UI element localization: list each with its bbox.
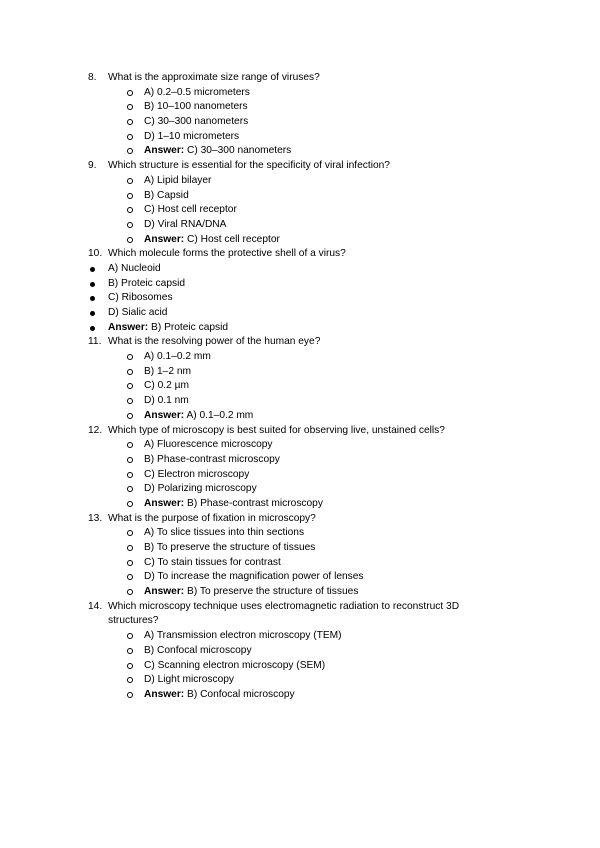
question-number: 9.	[88, 160, 97, 172]
option-text: D) Viral RNA/DNA	[144, 218, 227, 230]
question-line	[0, 600, 600, 615]
question-number: 10.	[88, 248, 103, 260]
filled-bullet-icon	[90, 282, 95, 287]
option-item	[0, 629, 600, 644]
answer-text	[144, 497, 323, 512]
option-text: D) 1–10 micrometers	[144, 130, 240, 142]
option-text: C) Electron microscopy	[144, 468, 250, 480]
question-number: 14.	[88, 600, 103, 612]
question-number: 13.	[88, 512, 103, 524]
question-line	[0, 512, 600, 527]
option-text: A) Transmission electron microscopy (TEM)	[144, 630, 342, 642]
question-line	[0, 335, 600, 350]
option-item	[0, 570, 600, 585]
option-item	[0, 115, 600, 130]
hollow-bullet-icon	[127, 633, 133, 639]
option-item	[0, 86, 600, 101]
question-list	[0, 71, 600, 703]
hollow-bullet-icon	[127, 222, 133, 228]
answer-label: Answer:	[144, 688, 185, 700]
question-number: 8.	[88, 72, 97, 83]
option-item	[0, 556, 600, 571]
option-item	[0, 453, 600, 468]
answer-text	[144, 409, 253, 424]
hollow-bullet-icon	[127, 193, 133, 199]
answer-label: Answer:	[108, 321, 149, 333]
option-text: C) 30–300 nanometers	[144, 116, 249, 128]
option-text: B) 10–100 nanometers	[144, 101, 248, 113]
option-text: A) Lipid bilayer	[144, 174, 212, 186]
hollow-bullet-icon	[127, 560, 133, 566]
option-text: A) Nucleoid	[108, 262, 161, 274]
option-item	[0, 468, 600, 483]
answer-item	[0, 321, 600, 336]
answer-label: Answer:	[144, 497, 185, 509]
option-text: B) 1–2 nm	[144, 365, 191, 377]
option-text: C) 0.2 µm	[144, 380, 189, 392]
option-item	[0, 203, 600, 218]
filled-bullet-icon	[90, 326, 95, 331]
question-line	[0, 159, 600, 174]
answer-value: C) 30–300 nanometers	[187, 145, 292, 157]
question-text: Which microscopy technique uses electromagnetic radiation to reconstruct 3D	[108, 600, 460, 612]
answer-value: C) Host cell receptor	[187, 233, 280, 245]
option-item	[0, 644, 600, 659]
answer-label: Answer:	[144, 409, 185, 421]
option-text: D) Polarizing microscopy	[144, 483, 257, 495]
option-text: C) Ribosomes	[108, 292, 173, 304]
question-number: 11.	[88, 336, 102, 348]
option-item	[0, 174, 600, 189]
question-text: Which structure is essential for the specificity of viral infection?	[108, 160, 390, 172]
option-item	[0, 394, 600, 409]
hollow-bullet-icon	[127, 472, 133, 478]
question-line	[0, 424, 600, 439]
hollow-bullet-icon	[127, 237, 133, 243]
hollow-bullet-icon	[127, 134, 133, 140]
answer-value: B) Confocal microscopy	[187, 688, 295, 700]
option-text: B) Capsid	[144, 189, 189, 201]
hollow-bullet-icon	[127, 104, 133, 110]
hollow-bullet-icon	[127, 178, 133, 184]
option-text: A) Fluorescence microscopy	[144, 439, 273, 451]
hollow-bullet-icon	[127, 486, 133, 492]
option-item	[0, 673, 600, 688]
option-item	[0, 291, 600, 306]
hollow-bullet-icon	[127, 692, 133, 698]
question-text: Which molecule forms the protective shell of a virus?	[108, 248, 346, 260]
answer-label: Answer:	[144, 145, 185, 157]
answer-item	[0, 688, 600, 703]
hollow-bullet-icon	[127, 545, 133, 551]
hollow-bullet-icon	[127, 119, 133, 125]
option-item	[0, 218, 600, 233]
question-line	[0, 71, 600, 86]
option-item	[0, 526, 600, 541]
answer-item	[0, 233, 600, 248]
answer-item	[0, 144, 600, 159]
option-text: A) 0.2–0.5 micrometers	[144, 86, 250, 98]
hollow-bullet-icon	[127, 369, 133, 375]
option-item	[0, 277, 600, 292]
answer-value: B) To preserve the structure of tissues	[187, 586, 359, 598]
option-text: C) Host cell receptor	[144, 204, 237, 216]
option-item	[0, 189, 600, 204]
hollow-bullet-icon	[127, 648, 133, 654]
question-text: Which type of microscopy is best suited for observing live, unstained cells?	[108, 424, 445, 436]
hollow-bullet-icon	[127, 398, 133, 404]
option-text: C) Scanning electron microscopy (SEM)	[144, 659, 326, 671]
hollow-bullet-icon	[127, 501, 133, 507]
hollow-bullet-icon	[127, 589, 133, 595]
question-text: What is the resolving power of the human eye?	[108, 336, 321, 348]
answer-label: Answer:	[144, 233, 185, 245]
option-text: B) Confocal microscopy	[144, 644, 252, 656]
option-item	[0, 350, 600, 365]
hollow-bullet-icon	[127, 207, 133, 213]
option-text: A) To slice tissues into thin sections	[144, 527, 305, 539]
option-text: C) To stain tissues for contrast	[144, 556, 281, 568]
answer-item	[0, 497, 600, 512]
option-text: D) Sialic acid	[108, 307, 168, 318]
hollow-bullet-icon	[127, 413, 133, 419]
option-item	[0, 130, 600, 145]
option-item	[0, 100, 600, 115]
hollow-bullet-icon	[127, 148, 133, 154]
hollow-bullet-icon	[127, 574, 133, 580]
option-item	[0, 482, 600, 497]
hollow-bullet-icon	[127, 677, 133, 683]
option-item	[0, 306, 600, 321]
filled-bullet-icon	[90, 296, 95, 301]
answer-text	[144, 144, 291, 159]
option-item	[0, 541, 600, 556]
option-text: B) Proteic capsid	[108, 277, 186, 289]
hollow-bullet-icon	[127, 457, 133, 463]
option-item	[0, 659, 600, 674]
option-text: B) Phase-contrast microscopy	[144, 453, 280, 465]
question-text: What is the purpose of fixation in microscopy?	[108, 512, 316, 524]
option-item	[0, 365, 600, 380]
option-item	[0, 438, 600, 453]
option-text: D) To increase the magnification power of lenses	[144, 571, 364, 583]
question-text: What is the approximate size range of viruses?	[108, 72, 320, 83]
question-text: structures?	[108, 615, 159, 627]
answer-text	[144, 688, 295, 703]
answer-label: Answer:	[144, 586, 185, 598]
hollow-bullet-icon	[127, 90, 133, 96]
question-number: 12.	[88, 424, 103, 436]
filled-bullet-icon	[90, 311, 95, 316]
filled-bullet-icon	[90, 267, 95, 272]
answer-text	[144, 585, 358, 600]
answer-value: A) 0.1–0.2 mm	[186, 409, 254, 421]
question-continuation	[0, 614, 600, 629]
option-item	[0, 379, 600, 394]
hollow-bullet-icon	[127, 383, 133, 389]
answer-item	[0, 585, 600, 600]
option-text: B) To preserve the structure of tissues	[144, 542, 316, 553]
hollow-bullet-icon	[127, 530, 133, 536]
option-text: D) 0.1 nm	[144, 395, 189, 407]
option-text: D) Light microscopy	[144, 674, 235, 686]
answer-text	[108, 321, 228, 336]
hollow-bullet-icon	[127, 442, 133, 448]
hollow-bullet-icon	[127, 354, 133, 360]
option-text: A) 0.1–0.2 mm	[144, 351, 211, 363]
answer-item	[0, 409, 600, 424]
answer-value: B) Proteic capsid	[151, 321, 229, 333]
question-line	[0, 247, 600, 262]
answer-text	[144, 233, 280, 248]
answer-value: B) Phase-contrast microscopy	[187, 497, 323, 509]
hollow-bullet-icon	[127, 663, 133, 669]
option-item	[0, 262, 600, 277]
